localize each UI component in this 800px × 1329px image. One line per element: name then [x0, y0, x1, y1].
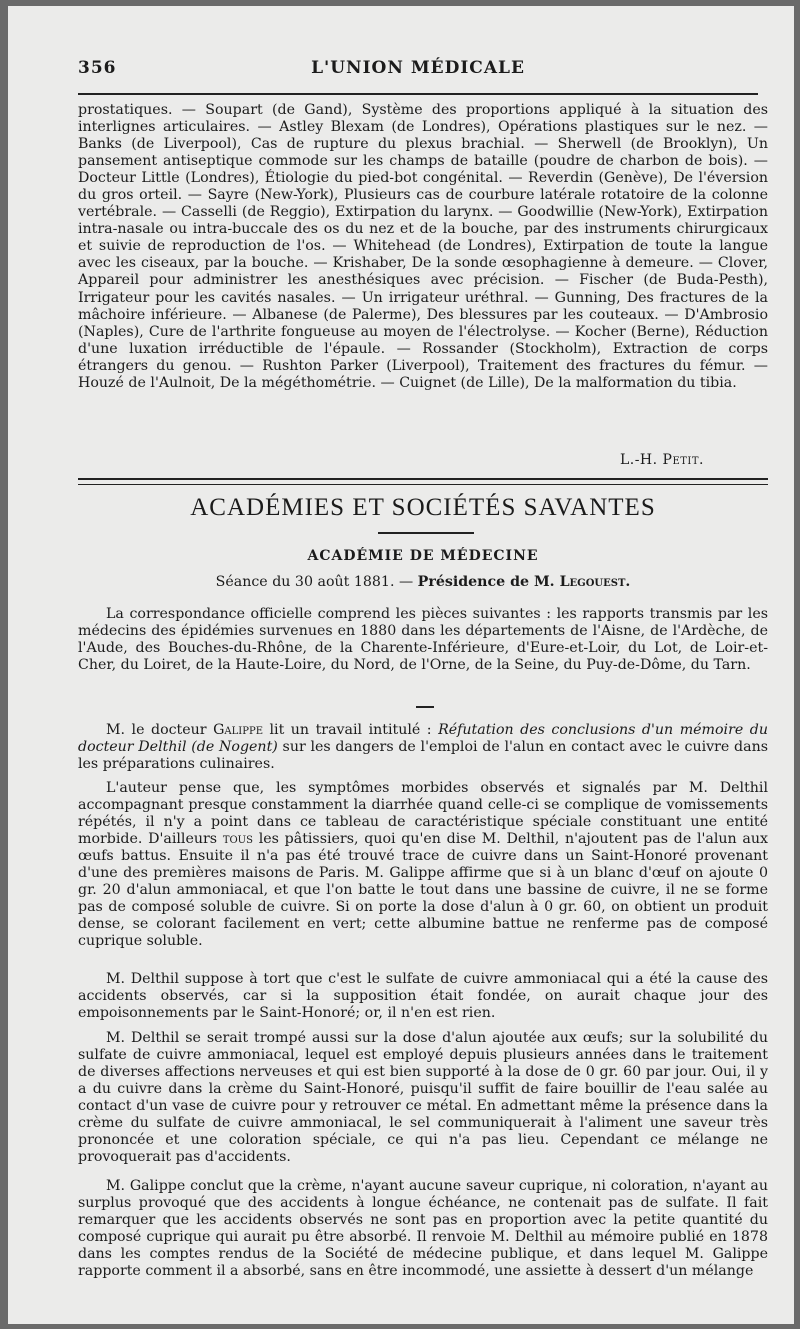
paragraph-galippe-concludes: M. Galippe conclut que la crème, n'ayant aucune saveur cuprique, ni coloration, n'ayant au surplus provoqué que des accidents à longue échéance, ne contenait pas de sulfate. Il fait remarquer que les accidents observés ne sont pas en proportion avec la petite quantité du composé cuprique qui aurait pu être absorbé. Il renvoie M. Delthil au mémoire publié en 1878 dans les comptes rendus de la Société de médecine publique, et dans lequel M. Galippe rapporte comment il a absorbé, sans en être incommodé, une assiette à dessert d'un mélange	[78, 1178, 768, 1280]
document-page	[8, 6, 794, 1324]
paragraph-delthil-mistaken: M. Delthil se serait trompé aussi sur la dose d'alun ajoutée aux œufs; sur la solubilité du sulfate de cuivre ammoniacal, lequel est employé depuis plusieurs années dans le traitement de diverses affections nerveuses et qui est bien supporté à la dose de 0 gr. 60 par jour. Oui, il y a du cuivre dans la crème du Saint-Honoré, puisqu'il suffit de faire bouillir de l'eau salée au contact d'un vase de cuivre pour y retrouver ce métal. En admettant même la présence dans la crème du sulfate de cuivre ammoniacal, le sel communiquerait à l'aliment une saveur très prononcée et une coloration spéciale, ce qui n'a pas lieu. Cependant ce mélange ne provoquerait pas d'accidents.	[78, 1030, 768, 1166]
session-date: Séance du 30 août 1881. —	[215, 574, 418, 590]
presidence-label: Présidence de M.	[417, 574, 560, 590]
section-heading: ACADÉMIES ET SOCIÉTÉS SAVANTES	[190, 494, 656, 521]
paragraph-author-thinks	[78, 780, 768, 950]
header-rule	[78, 93, 758, 95]
president-name: Legouest.	[559, 574, 631, 590]
paragraph-communications-list: prostatiques. — Soupart (de Gand), Système des proportions appliqué à la situation des interlignes articulaires. — Astley Blexam (de Londres), Opérations plastiques sur le nez. — Banks (de Liverpool), Cas de rupture du plexus brachial. — Sherwell (de Brooklyn), Un pansement antiseptique commode sur les champs de bataille (poudre de charbon de bois). — Docteur Little (Londres), Étiologie du pied-bot congénital. — Reverdin (Genève), De l'éversion du gros orteil. — Sayre (New-York), Plusieurs cas de courbure latérale rotatoire de la colonne vertébrale. — Casselli (de Reggio), Extirpation du larynx. — Goodwillie (New-York), Extirpation intra-nasale ou intra-buccale des os du nez et de la bouche, par des instruments chirurgicaux et suivie de reproduction de l'os. — Whitehead (de Londres), Extirpation de toute la langue avec les ciseaux, par la bouche. — Krishaber, De la sonde œsophagienne à demeure. — Clover, Appareil pour administrer les anesthésiques avec précision. — Fischer (de Buda-Pesth), Irrigateur pour les cavités nasales. — Un irrigateur uréthral. — Gunning, Des fractures de la mâchoire inférieure. — Albanese (de Palerme), Des blessures par les couteaux. — D'Ambrosio (Naples), Cure de l'arthrite fongueuse au moyen de l'électrolyse. — Kocher (Berne), Réduction d'une luxation irréductible de l'épaule. — Rossander (Stockholm), Extraction de corps étrangers du genou. — Rushton Parker (Liverpool), Traitement des fractures du fémur. — Houzé de l'Aulnoit, De la mégéthométrie. — Cuignet (de Lille), De la malformation du tibia.	[78, 102, 768, 391]
paragraph-separator	[416, 706, 434, 708]
p3-author: Galippe	[213, 722, 263, 738]
page-header	[78, 58, 758, 86]
section-divider	[78, 478, 768, 485]
p3-rest: sur les dangers de l'emploi de l'alun en contact avec le cuivre dans les préparations culinaires.	[78, 739, 768, 773]
p3-work-title: Réfutation des conclusions d'un mémoire du docteur Delthil (de Nogent)	[78, 722, 768, 756]
p4-tous: tous	[222, 831, 253, 848]
paragraph-correspondence: La correspondance officielle comprend les pièces suivantes : les rapports transmis par les médecins des épidémies survenues en 1880 dans les départements de l'Aisne, de l'Ardèche, de l'Aude, des Bouches-du-Rhône, de la Charente-Inférieure, d'Eure-et-Loir, du Lot, de Loir-et-Cher, du Loiret, de la Haute-Loire, du Nord, de l'Orne, de la Seine, du Puy-de-Dôme, du Tarn.	[78, 606, 768, 674]
journal-title: L'UNION MÉDICALE	[311, 58, 525, 78]
author-signature: L.-H. Petit.	[619, 452, 704, 468]
page-number: 356	[78, 58, 117, 78]
session-line	[78, 574, 768, 590]
p3-prefix: M. le docteur	[106, 722, 214, 738]
academy-title: ACADÉMIE DE MÉDECINE	[307, 548, 539, 564]
paragraph-delthil-supposes: M. Delthil suppose à tort que c'est le sulfate de cuivre ammoniacal qui a été la cause des accidents observés, car si la supposition était fondée, on aurait chaque jour des empoisonnements par le Saint-Honoré; or, il n'en est rien.	[78, 971, 768, 1022]
p4-after: les pâtissiers, quoi qu'en dise M. Delthil, n'ajoutent pas de l'alun aux œufs battus. Ensuite il n'a pas été trouvé trace de cuivre dans un Saint-Honoré provenant d'une des premières maisons de Paris. M. Galippe affirme que si à un blanc d'œuf on ajoute 0 gr. 20 d'alun ammoniacal, et que l'on batte le tout dans une bassine de cuivre, il ne se forme pas de composé soluble de cuivre. Si on porte la dose d'alun à 0 gr. 60, on obtient un produit dense, se colorant facilement en vert; cette albumine battue ne renferme pas de composé cuprique soluble.	[78, 831, 768, 950]
p3-mid: lit un travail intitulé :	[263, 722, 439, 738]
paragraph-galippe-reading	[78, 722, 768, 773]
p4-before: L'auteur pense que, les symptômes morbides observés et signalés par M. Delthil accompagnant presque constamment la diarrhée quand celle-ci se complique de vomissements répétés, il n'y a point dans ce tableau de caractéristique spéciale constituant une entité morbide. D'ailleurs	[78, 780, 768, 848]
heading-underline	[378, 532, 474, 534]
